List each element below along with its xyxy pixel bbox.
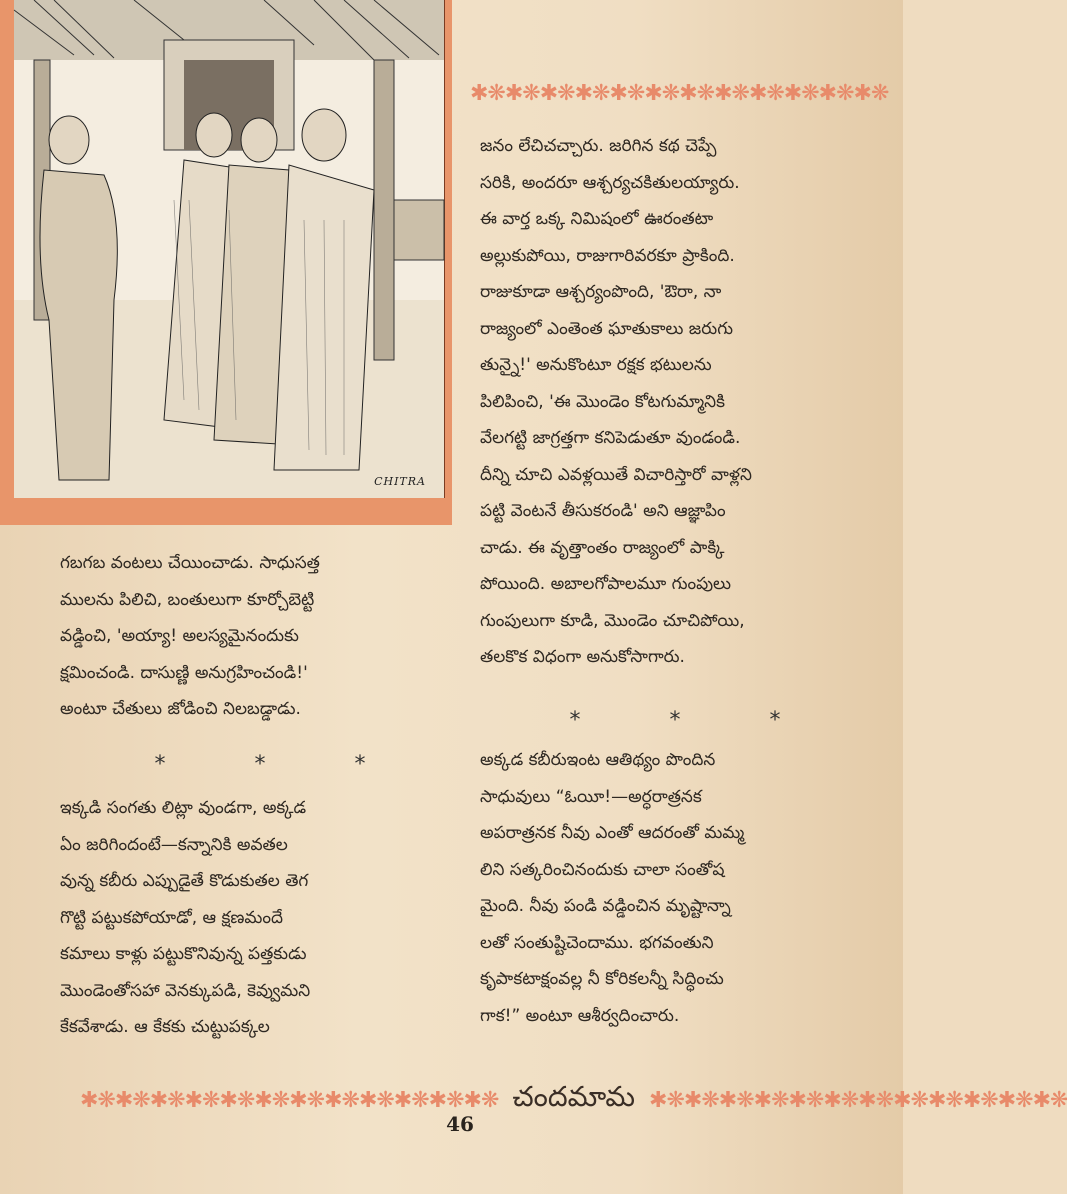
text-line: జనం లేచిచచ్చారు. జరిగిన కథ చెప్పే [480,136,717,156]
text-line: మైంది. నీవు పండి వడ్డించిన మృష్టాన్నా [480,896,731,916]
text-line: క్షమించండి. దాసుణ్ణి అనుగ్రహించండి!' [60,662,308,683]
text-line: లిని సత్కరించినందుకు చాలా సంతోష [480,859,725,880]
text-line: వేలగట్టి జాగ్రత్తగా కనిపెడుతూ వుండండి. [480,428,741,448]
text-line: సాధువులు “ఓయీ!—అర్ధరాత్రనక [480,786,702,807]
separator-star: * [669,708,681,733]
text-line: గాక!” అంటూ ఆశీర్వదించారు. [480,1005,680,1026]
magazine-title: చందమామ [512,1080,636,1113]
text-column-left-bottom [60,790,455,1046]
text-line: వడ్డించి, 'అయ్యా! అలస్యమైనందుకు [60,626,299,646]
text-line: లతో సంతుష్టిచెందాము. భగవంతుని [480,932,714,953]
text-column-right-bottom [480,742,875,1034]
text-line: రాజుకూడా ఆశ్చర్యంపొంది, 'ఔరా, నా [480,282,722,302]
text-line: అక్కడ కబీరుఇంట ఆతిథ్యం పొందిన [480,750,716,770]
decorative-band-right: ✱❋✱❋✱❋✱❋✱❋✱❋✱❋✱❋✱❋✱❋✱❋✱❋ [649,1087,1067,1113]
section-separator-right [525,708,825,733]
text-line: గబగబ వంటలు చేయించాడు. సాధుసత్త [60,553,320,573]
text-line: అపరాత్రనక నీవు ఎంతో ఆదరంతో మమ్మ [480,823,745,843]
text-line: సరికి, అందరూ ఆశ్చర్యచకితులయ్యారు. [480,172,740,193]
separator-star: * [569,708,581,733]
text-line: దీన్ని చూచి ఎవళ్లయితే విచారిస్తారో వాళ్లని [480,464,752,485]
text-line: గొట్టి పట్టుకపోయాడో, ఆ క్షణమందే [60,907,283,928]
text-line: తలకొక విధంగా అనుకోసాగారు. [480,647,685,667]
text-column-right-top [480,128,875,676]
text-line: పట్టి వెంటనే తీసుకరండి' అని ఆజ్ఞాపిం [480,501,726,521]
separator-star: * [254,752,266,777]
separator-star: * [154,752,166,777]
text-line: రాజ్యంలో ఎంతెంత ఘాతుకాలు జరుగు [480,318,733,339]
text-line: గుంపులుగా కూడి, మొండెం చూచిపోయి, [480,610,745,631]
separator-star: * [354,752,366,777]
decorative-band-top: ✱❋✱❋✱❋✱❋✱❋✱❋✱❋✱❋✱❋✱❋✱❋✱❋ [470,80,889,106]
text-line: కృపాకటాక్షంవల్ల నీ కోరికలన్నీ సిద్ధించు [480,969,724,989]
page-number: 46 [446,1112,474,1136]
text-line: చాడు. ఈ వృత్తాంతం రాజ్యంలో పాక్కి [480,537,725,558]
text-column-left-top [60,545,455,728]
text-line: కేకవేశాడు. ఆ కేకకు చుట్టుపక్కల [60,1017,270,1037]
illustration-frame [0,0,452,525]
story-illustration-image [14,0,444,498]
text-line: పోయింది. అబాలగోపాలమూ గుంపులు [480,574,731,594]
text-line: ఈ వార్త ఒక్క నిమిషంలో ఊరంతటా [480,209,714,229]
text-line: ఇక్కడి సంగతు లిట్లా వుండగా, అక్కడ [60,798,307,818]
text-line: కమాలు కాళ్లు పట్టుకొనివున్న పత్తకుడు [60,944,307,964]
text-line: ఏం జరిగిందంటే—కన్నానికి అవతల [60,834,288,855]
text-line: అల్లుకుపోయి, రాజుగారివరకూ ప్రాకింది. [480,245,735,266]
artist-signature: CHITRA [374,475,426,488]
separator-star: * [769,708,781,733]
text-line: మొండెంతోసహా వెనక్కుపడి, కెవ్వుమని [60,980,311,1001]
text-line: ములను పిలిచి, బంతులుగా కూర్చోబెట్టి [60,589,315,610]
text-line: వున్న కబీరు ఎప్పుడైతే కొడుకుతల తెగ [60,871,309,891]
text-line: తున్నై!' అనుకొంటూ రక్షక భటులను [480,355,712,375]
illustration [14,0,445,498]
text-line: పిలిపించి, 'ఈ మొండెం కోటగుమ్మానికి [480,391,725,412]
section-separator-left [110,752,410,777]
text-line: అంటూ చేతులు జోడించి నిలబడ్డాడు. [60,699,301,719]
decorative-band-left: ✱❋✱❋✱❋✱❋✱❋✱❋✱❋✱❋✱❋✱❋✱❋✱❋ [80,1087,499,1113]
